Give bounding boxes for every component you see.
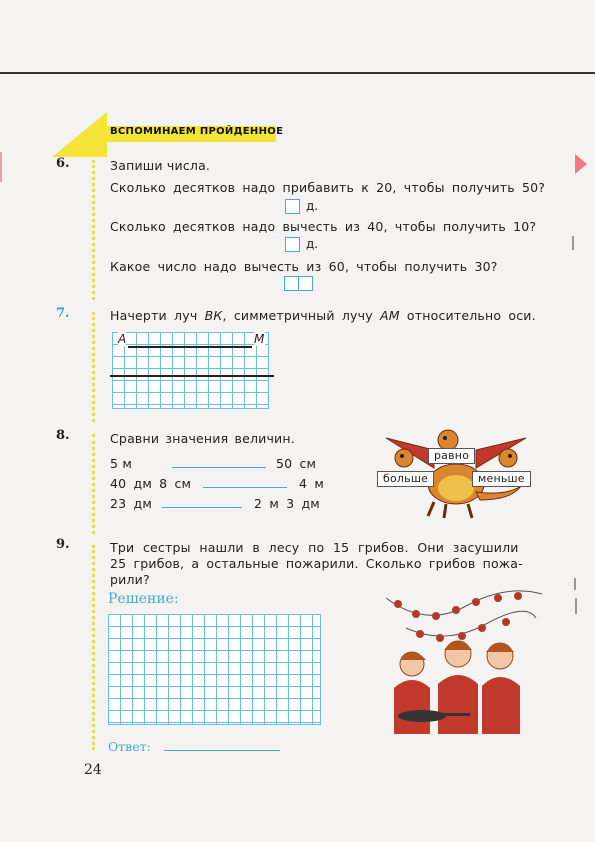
task-6-question-2: Сколько десятков надо вычесть из 40, чтобы получить 10? — [110, 219, 537, 234]
task-6-question-3: Какое число надо вычесть из 60, чтобы получить 30? — [110, 259, 498, 274]
compare-left-1: 5 м — [110, 456, 132, 471]
compare-left-3: 23 дм — [110, 496, 152, 511]
task-7-prompt: Начерти луч ВК, симметричный лучу АМ относительно оси. — [110, 308, 536, 323]
task-6-question-1: Сколько десятков надо прибавить к 20, чтобы получить 50? — [110, 180, 546, 195]
sign-more: больше — [377, 471, 434, 487]
solution-grid[interactable] — [108, 614, 321, 725]
margin-dots — [92, 160, 95, 300]
answer-box[interactable] — [285, 237, 300, 252]
three-headed-dragon-illustration — [376, 420, 536, 520]
task-8-number: 8. — [56, 428, 70, 443]
section-corner-decoration — [52, 112, 107, 157]
answer-label: Ответ: — [108, 739, 151, 754]
compare-left-2: 40 дм 8 см — [110, 476, 192, 491]
margin-dots — [92, 545, 95, 750]
task-8-prompt: Сравни значения величин. — [110, 431, 295, 446]
task-9-line-2: 25 грибов, а остальные пожарили. Сколько грибов пожа- — [110, 556, 523, 571]
margin-mark — [0, 152, 2, 182]
scan-mark — [575, 598, 577, 614]
answer-blank[interactable] — [164, 750, 280, 751]
compare-blank[interactable] — [162, 507, 242, 508]
compare-right-2: 4 м — [299, 476, 324, 491]
task-9-line-1: Три сестры нашли в лесу по 15 грибов. Они засушили — [110, 540, 519, 555]
solution-label: Решение: — [108, 591, 179, 607]
point-a-label: A — [118, 332, 127, 346]
compare-blank[interactable] — [172, 467, 266, 468]
task-9-number: 9. — [56, 537, 70, 552]
ray-am — [128, 346, 252, 348]
unit-label: д. — [306, 199, 319, 213]
task-9-line-3: рили? — [110, 572, 150, 587]
compare-blank[interactable] — [203, 487, 287, 488]
section-title: ВСПОМИНАЕМ ПРОЙДЕННОЕ — [110, 126, 284, 137]
task-7-number: 7. — [56, 306, 70, 321]
compare-right-3: 2 м 3 дм — [254, 496, 320, 511]
point-m-label: M — [254, 332, 265, 346]
scan-mark — [572, 236, 574, 250]
drawing-grid[interactable] — [112, 332, 269, 409]
sign-equal: равно — [428, 448, 475, 464]
compare-right-1: 50 см — [276, 456, 317, 471]
sisters-frying-mushrooms-illustration — [386, 588, 542, 734]
next-page-arrow-icon — [575, 154, 587, 174]
scan-mark — [574, 578, 576, 590]
task-6-prompt: Запиши числа. — [110, 158, 211, 173]
answer-box[interactable] — [285, 199, 300, 214]
answer-box[interactable] — [284, 276, 299, 291]
sign-less: меньше — [472, 471, 531, 487]
margin-dots — [92, 434, 95, 534]
page-top-border — [0, 72, 595, 74]
margin-dots — [92, 312, 95, 422]
symmetry-axis — [110, 375, 274, 377]
task-6-number: 6. — [56, 156, 70, 171]
answer-box[interactable] — [298, 276, 313, 291]
page-number: 24 — [84, 762, 102, 778]
unit-label: д. — [306, 237, 319, 251]
